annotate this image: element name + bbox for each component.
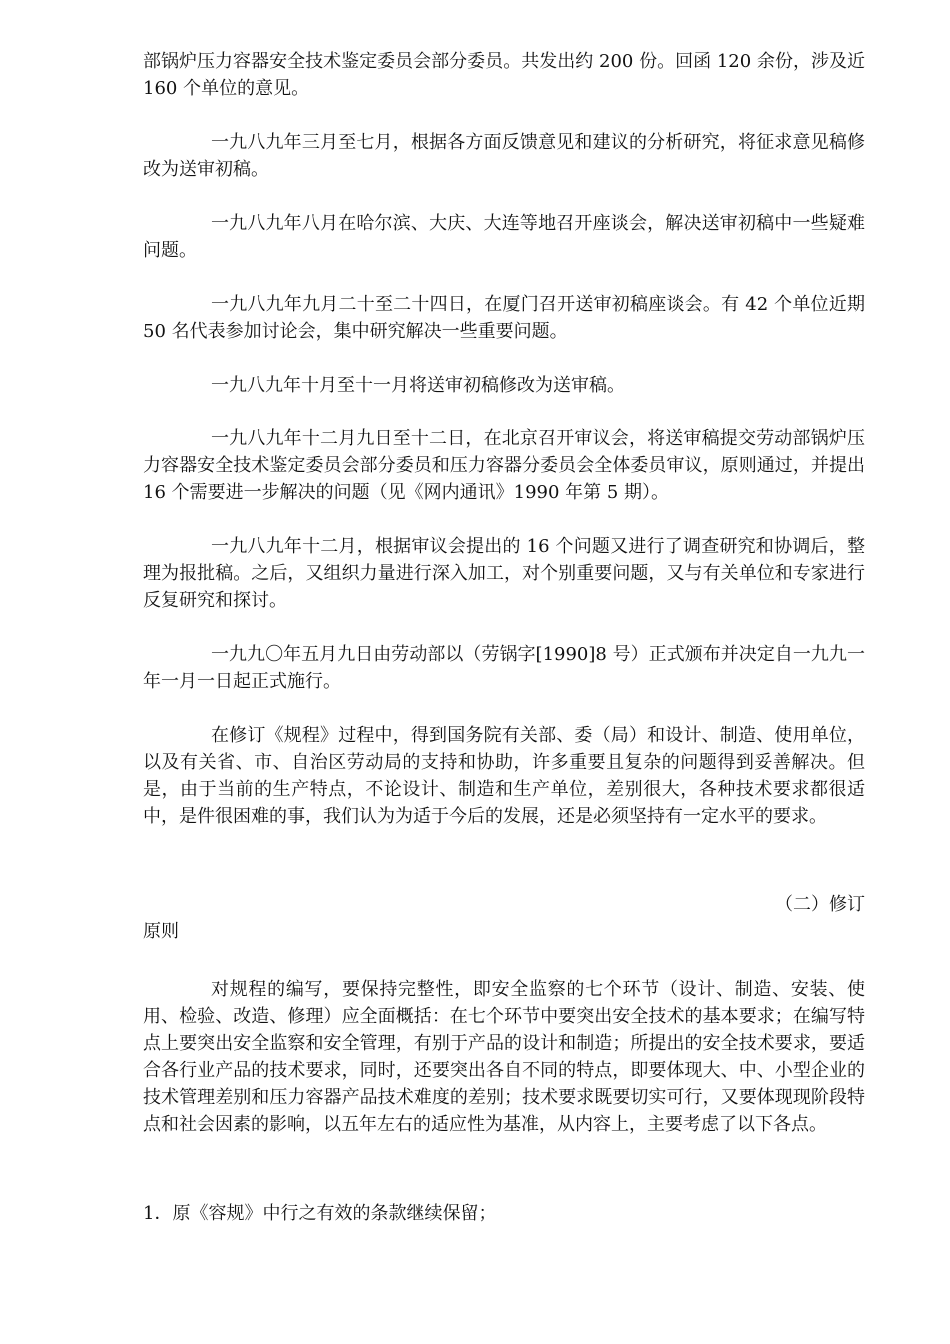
paragraph-promulgation: 一九九〇年五月九日由劳动部以（劳锅字[1990]8 号）正式颁布并决定自一九九一年一月一日起正式施行。: [143, 644, 865, 692]
paragraph-december-approval: 一九八九年十二月，根据审议会提出的 16 个问题又进行了调查研究和协调后，整理为报批稿。之后，又组织力量进行深入加工，对个别重要问题，又与有关单位和专家进行反复研究和探讨。: [143, 536, 865, 611]
paragraph-march-july: 一九八九年三月至七月，根据各方面反馈意见和建议的分析研究，将征求意见稿修改为送审初稿。: [143, 132, 865, 180]
paragraph-continuation: 部锅炉压力容器安全技术鉴定委员会部分委员。共发出约 200 份。回函 120 余份，涉及近 160 个单位的意见。: [143, 51, 865, 99]
list-item-1: 1．原《容规》中行之有效的条款继续保留；: [143, 1203, 497, 1224]
paragraph-october-november: 一九八九年十月至十一月将送审初稿修改为送审稿。: [211, 375, 625, 396]
paragraph-principles: 对规程的编写，要保持完整性，即安全监察的七个环节（设计、制造、安装、使用、检验、改造、修理）应全面概括：在七个环节中要突出安全技术的基本要求；在编写特点上要突出安全监察和安全管理，有别于产品的设计和制造；所提出的安全技术要求，要适合各行业产品的技术要求，同时，还要突出各自不同的特点，即要体现大、中、小型企业的技术管理差别和压力容器产品技术难度的差别；技术要求既要切实可行，又要体现现阶段特点和社会因素的影响，以五年左右的适应性为基准，从内容上，主要考虑了以下各点。: [143, 979, 865, 1135]
paragraph-december-review: 一九八九年十二月九日至十二日，在北京召开审议会，将送审稿提交劳动部锅炉压力容器安全技术鉴定委员会部分委员和压力容器分委员会全体委员审议，原则通过，并提出 16 个需要进一步解决的问题（见《网内通讯》1990 年第 5 期）。: [143, 428, 865, 503]
section-heading-continuation: 原则: [143, 921, 179, 942]
paragraph-acknowledgement: 在修订《规程》过程中，得到国务院有关部、委（局）和设计、制造、使用单位，以及有关省、市、自治区劳动局的支持和协助，许多重要且复杂的问题得到妥善解决。但是，由于当前的生产特点，不论设计、制造和生产单位，差别很大，各种技术要求都很适中，是件很困难的事，我们认为为适于今后的发展，还是必须坚持有一定水平的要求。: [143, 725, 865, 827]
section-heading: （二）修订: [775, 894, 865, 915]
paragraph-august: 一九八九年八月在哈尔滨、大庆、大连等地召开座谈会，解决送审初稿中一些疑难问题。: [143, 213, 865, 261]
paragraph-september: 一九八九年九月二十至二十四日，在厦门召开送审初稿座谈会。有 42 个单位近期 50 名代表参加讨论会，集中研究解决一些重要问题。: [143, 294, 865, 342]
